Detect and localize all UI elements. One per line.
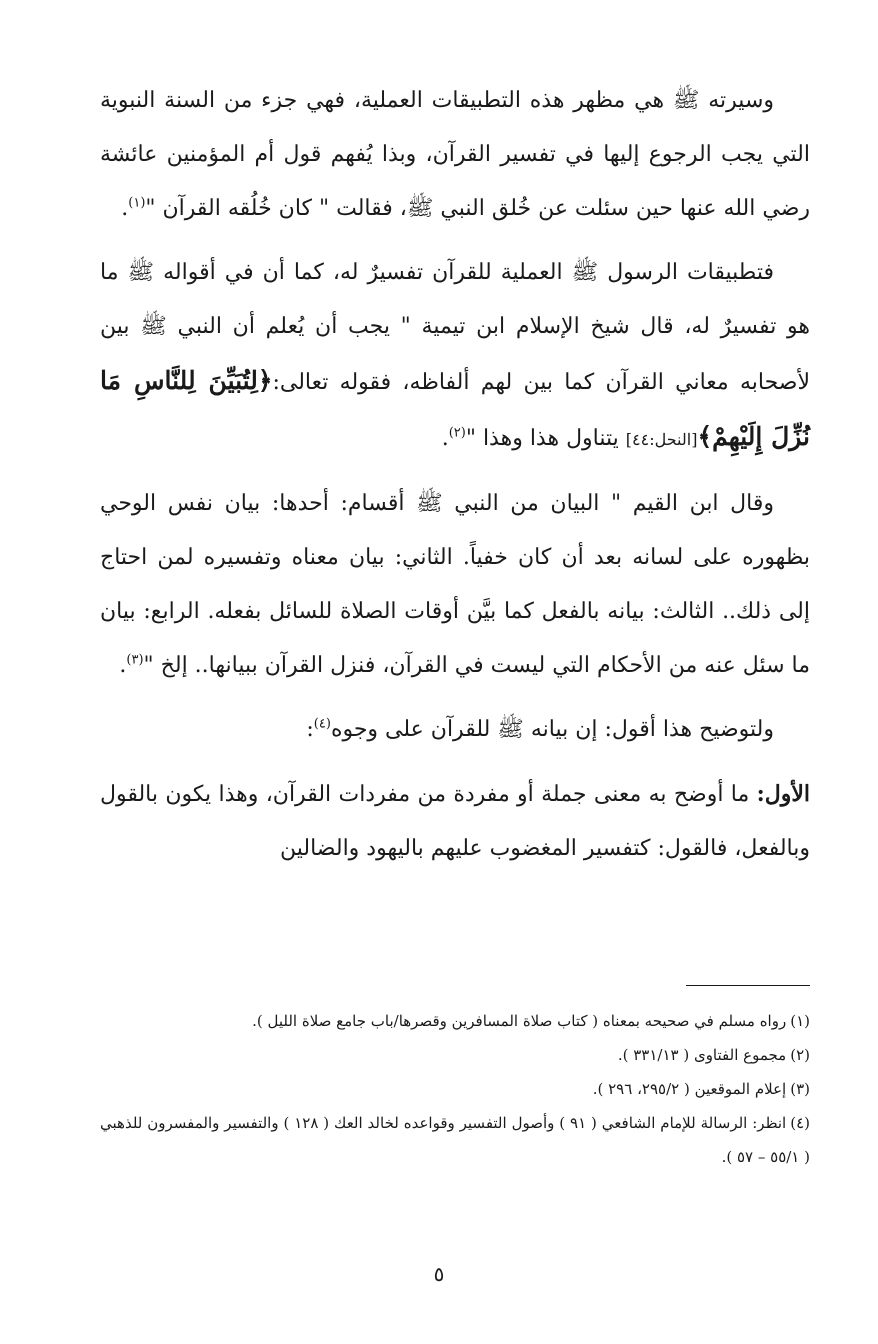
- footnote-1: [100, 1004, 810, 1038]
- paragraph-2: [100, 246, 810, 467]
- footnote-number: (٤): [790, 1114, 811, 1132]
- paragraph-text: ولتوضيح هذا أقول: إن بيانه ﷺ للقرآن على وجوه: [330, 717, 774, 742]
- paragraph-lead: الأول:: [756, 781, 810, 807]
- paragraph-end: .: [441, 426, 449, 451]
- paragraph-text: وقال ابن القيم " البيان من النبي ﷺ أقسام: أحدها: بيان نفس الوحي بظهوره على لسانه بعد أن كان خفياً. الثاني: بيان معناه وتفسيره لمن احتاج إلى ذلك.. الثالث: بيانه بالفعل كما بيَّن أوقات الصلاة للسائل بفعله. الرابع: بيان ما سئل عنه من الأحكام التي ليست في القرآن، فنزل القرآن ببيانها.. إلخ ": [100, 491, 810, 678]
- paragraph-text-continued: يتناول هذا وهذا ": [465, 426, 626, 451]
- paragraph-3: [100, 477, 810, 693]
- footnote-text: إعلام الموقعين ( ٢٩٥/٢، ٢٩٦ ).: [592, 1080, 787, 1098]
- footnote-ref[interactable]: (٣): [126, 652, 144, 668]
- footnote-divider: [686, 985, 810, 986]
- paragraph-end: .: [119, 653, 127, 678]
- footnote-ref[interactable]: (١): [128, 195, 146, 211]
- footnotes: [100, 1004, 810, 1174]
- quran-reference: [النحل:٤٤]: [625, 430, 698, 449]
- paragraph-4: [100, 703, 810, 757]
- paragraph-text: وسيرته ﷺ هي مظهر هذه التطبيقات العملية، فهي جزء من السنة النبوية التي يجب الرجوع إليها في تفسير القرآن، وبذا يُفهم قول أم المؤمنين عائشة رضي الله عنها حين سئلت عن خُلق النبي ﷺ، فقالت " كان خُلُقه القرآن ": [100, 88, 810, 221]
- paragraph-5: [100, 767, 810, 876]
- footnote-number: (١): [790, 1012, 810, 1030]
- footnote-text: مجموع الفتاوى ( ٣٣١/١٣ ).: [617, 1046, 787, 1064]
- page-number: ٥: [433, 1262, 445, 1286]
- footnote-text: انظر: الرسالة للإمام الشافعي ( ٩١ ) وأصول التفسير وقواعده لخالد العك ( ١٢٨ ) والتفسير والمفسرون للذهبي ( ٥٥/١ – ٥٧ ).: [100, 1114, 810, 1166]
- footnote-ref[interactable]: (٤): [313, 716, 331, 732]
- footnote-number: (٣): [790, 1080, 810, 1098]
- quran-verse: ﴿لِتُبَيِّنَ لِلنَّاسِ مَا نُزِّلَ إِلَيْهِمْ﴾: [100, 366, 810, 451]
- paragraph-end: :: [306, 717, 314, 742]
- footnote-ref[interactable]: (٢): [448, 425, 466, 441]
- footnote-2: [100, 1038, 810, 1072]
- paragraph-end: .: [121, 196, 129, 221]
- paragraph-text: ما أوضح به معنى جملة أو مفردة من مفردات القرآن، وهذا يكون بالقول وبالفعل، فالقول: كتفسير المغضوب عليهم باليهود والضالين: [100, 782, 810, 861]
- footnote-text: رواه مسلم في صحيحه بمعناه ( كتاب صلاة المسافرين وقصرها/باب جامع صلاة الليل ).: [252, 1012, 787, 1030]
- paragraph-1: [100, 74, 810, 236]
- footnote-3: [100, 1072, 810, 1106]
- paragraph-text: فتطبيقات الرسول ﷺ العملية للقرآن تفسيرٌ له، كما أن في أقواله ﷺ ما هو تفسيرٌ له، قال شيخ الإسلام ابن تيمية " يجب أن يُعلم أن النبي ﷺ بين لأصحابه معاني القرآن كما بين لهم ألفاظه، فقوله تعالى:: [100, 260, 810, 395]
- footnote-number: (٢): [790, 1046, 810, 1064]
- footnote-4: [100, 1106, 810, 1174]
- body-text: [100, 74, 810, 886]
